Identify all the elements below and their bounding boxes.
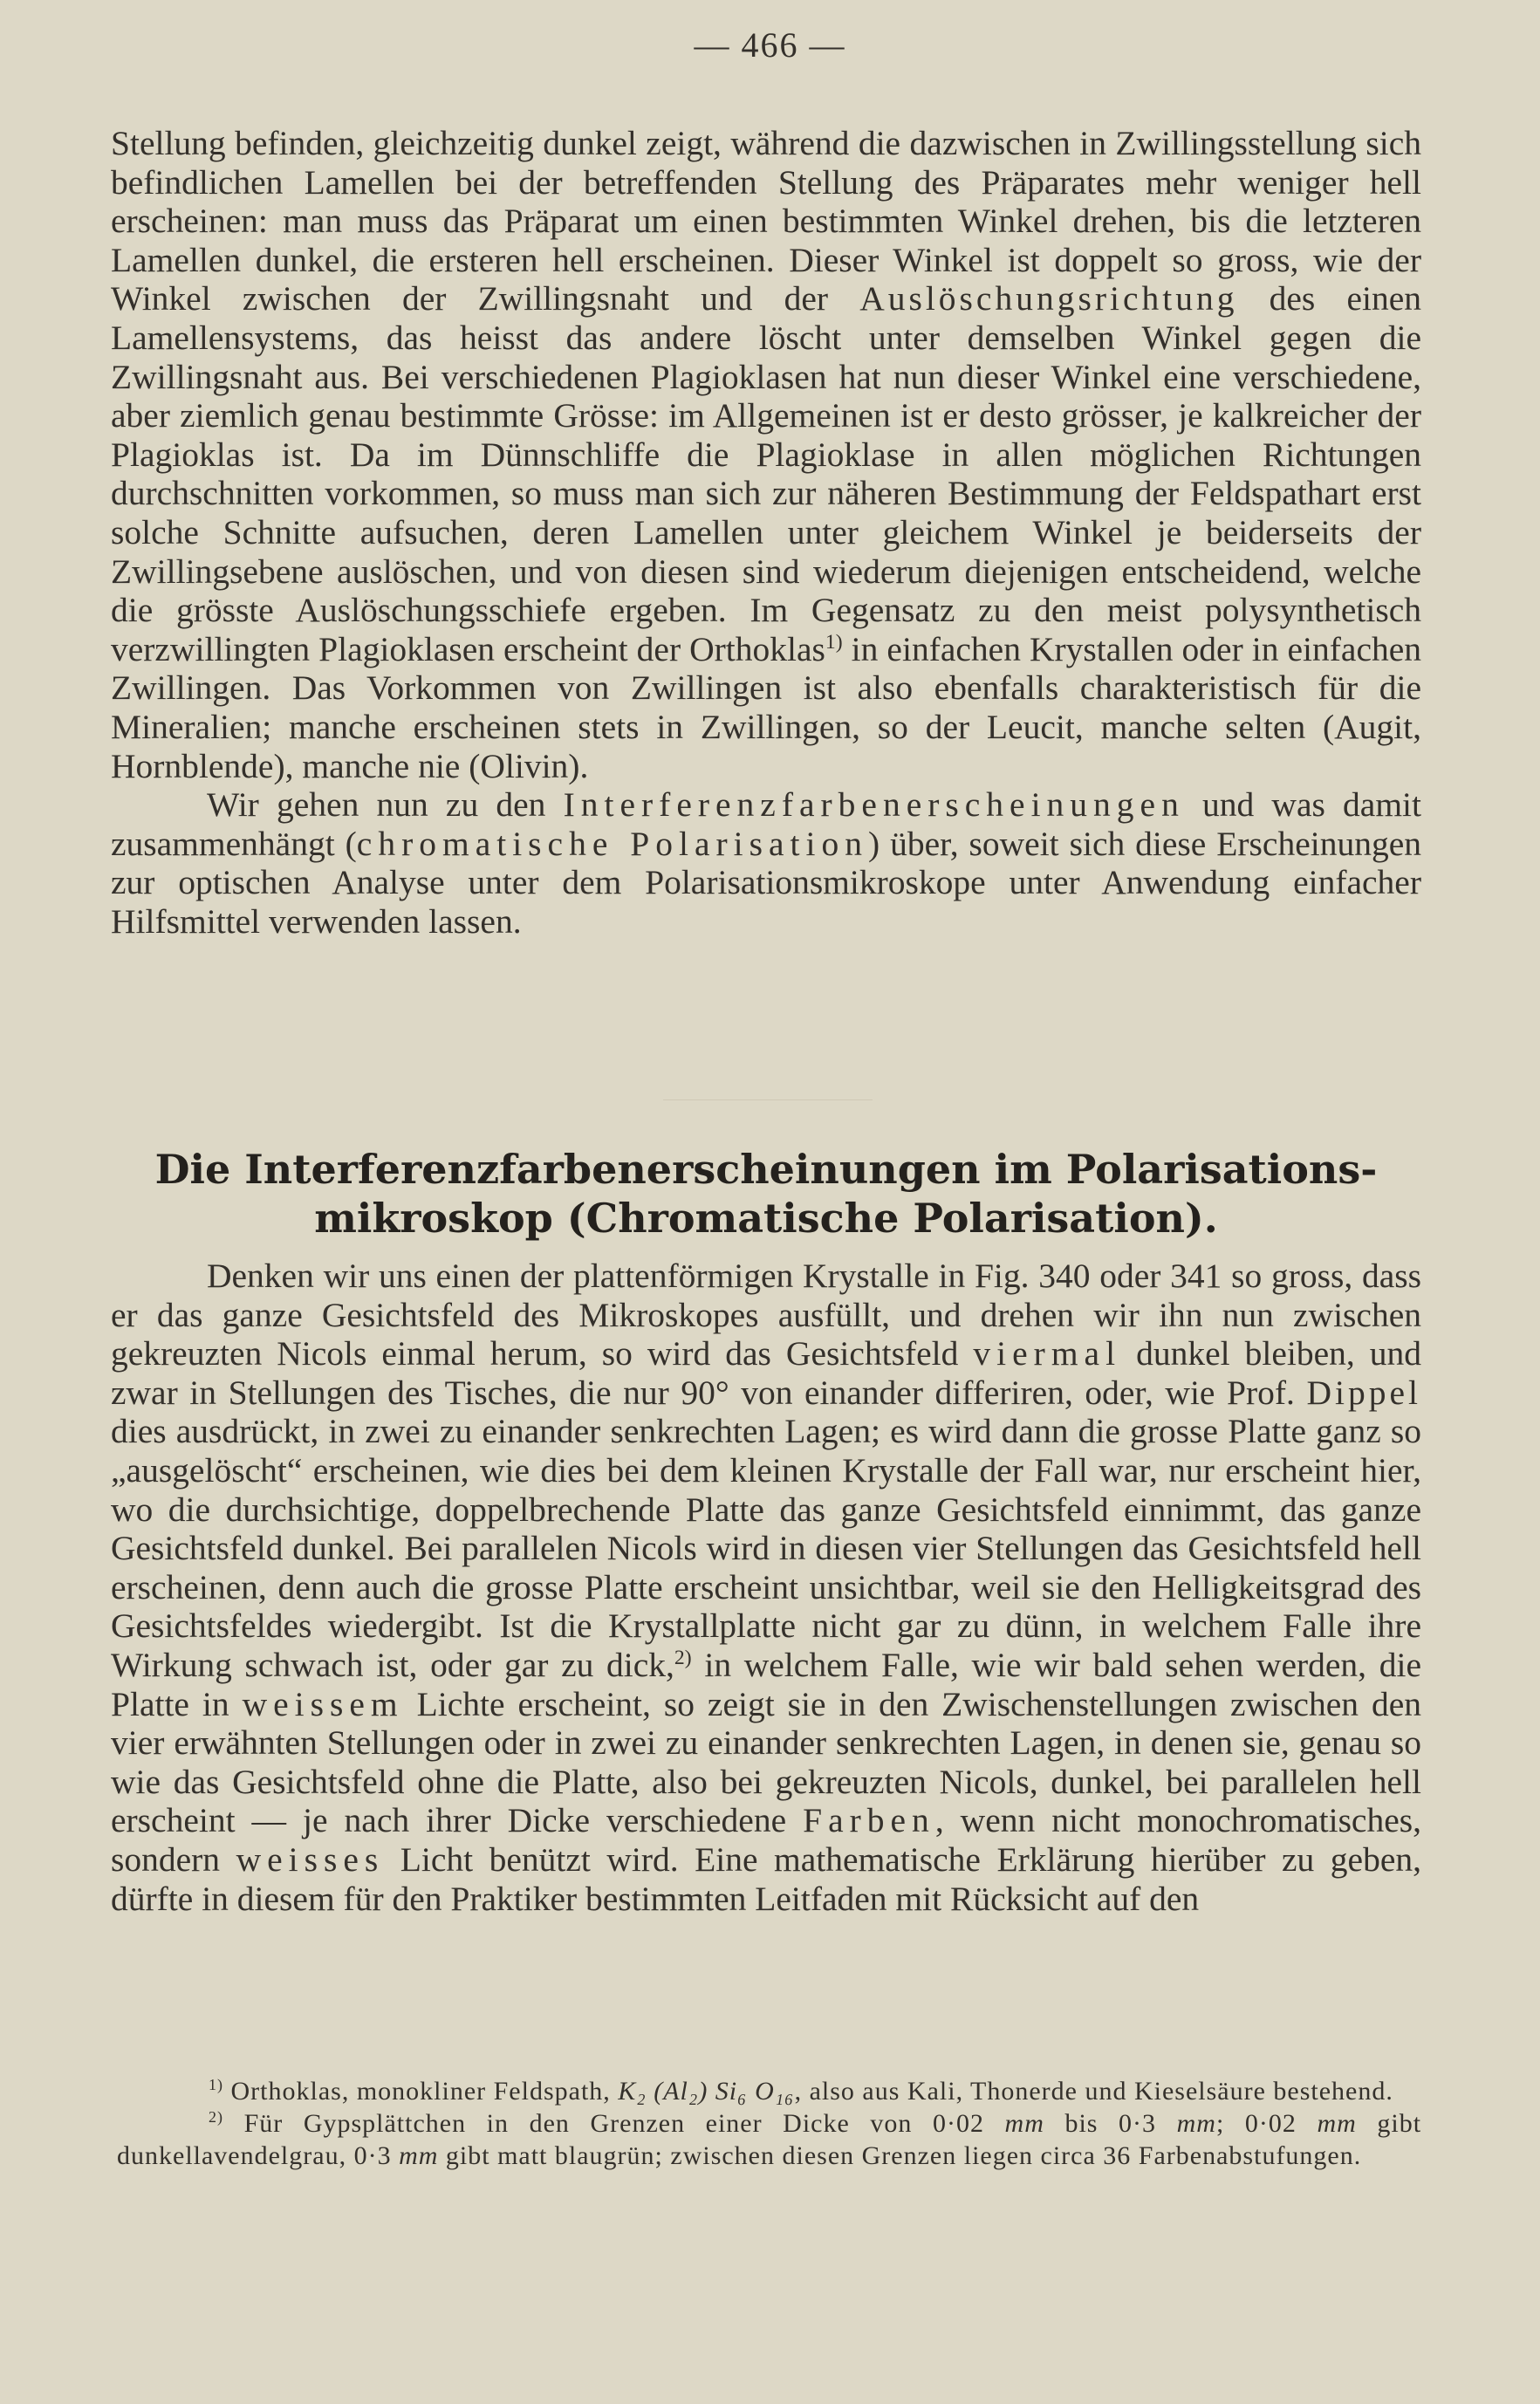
footnote-1: $^{1)}$ Orthoklas, monokliner Feldspath, K₂ (Al₂) Si₆ O₁₆, also aus Kali, Thonerde und Kieselsäure bestehend.: [209, 2076, 1393, 2106]
emphasis-spaced: chromatische Polarisation: [356, 824, 869, 863]
footnote-ref-1: 1): [825, 630, 843, 654]
paragraph-interference: Denken wir uns einen der plattenförmigen Krystalle in Fig. 340 oder 341 so gross, dass er das ganze Gesichtsfeld des Mikroskopes ausfüllt, und drehen wir ihn nun zwischen gekreuzten Nicols einmal herum, so wird das Gesichtsfeld viermal dunkel bleiben, und zwar in Stellungen des Tisches, die nur 90° von einander differiren, oder, wie Prof. Dippel dies ausdrückt, in zwei zu einander senkrechten Lagen; es wird dann die grosse Platte ganz so „ausgelöscht“ erscheinen, wie dies bei dem kleinen Krystalle der Fall war, nur erscheint hier, wo die durchsichtige, doppelbrechende Platte das ganze Gesichtsfeld einnimmt, das ganze Gesichtsfeld dunkel. Bei parallelen Nicols wird in diesen vier Stellungen das Gesichtsfeld hell erscheinen, denn auch die grosse Platte erscheint unsichtbar, weil sie den Helligkeitsgrad des Gesichtsfeldes wiedergibt. Ist die Krystallplatte nicht gar zu dünn, in welchem Falle ihre Wirkung schwach ist, oder gar zu dick,$^{2)}$ in welchem Falle, wie wir bald sehen werden, die Platte in weissem Lichte erscheint, so zeigt sie in den Zwischenstellungen zwischen den vier erwähnten Stellungen oder in zwei zu einander senkrechten Lagen, in denen sie, genau so wie das Gesichtsfeld ohne die Platte, also bei gekreuzten Nicols, dunkel, bei parallelen hell erscheint — je nach ihrer Dicke verschiedene Farben, wenn nicht monochromatisches, sondern weisses Licht benützt wird. Eine mathematische Erklärung hierüber zu geben, dürfte in diesem für den Praktiker bestimmten Leitfaden mit Rücksicht auf den: [111, 1257, 1421, 1918]
emphasis-spaced: Interferenzfarbenerscheinungen: [563, 785, 1185, 825]
page-number: — 466 —: [694, 25, 846, 65]
footnotes: [117, 2075, 1421, 2172]
emphasis-spaced: Farben: [803, 1801, 935, 1840]
section-heading: [111, 1145, 1421, 1243]
chemical-formula: K₂ (Al₂) Si₆ O₁₆: [618, 2077, 795, 2106]
text-block-bottom: [111, 1257, 1421, 1918]
paragraph-twinning: Stellung befinden, gleichzeitig dunkel zeigt, während die dazwischen in Zwillingsstellung sich befindlichen Lamellen bei der betreffenden Stellung des Präparates mehr weniger hell erscheinen: man muss das Präparat um einen bestimmten Winkel drehen, bis die letzteren Lamellen dunkel, die ersteren hell erscheinen. Dieser Winkel ist doppelt so gross, wie der Winkel zwischen der Zwillingsnaht und der Auslöschungsrichtung des einen Lamellensystems, das heisst das andere löscht unter demselben Winkel gegen die Zwillingsnaht aus. Bei verschiedenen Plagioklasen hat nun dieser Winkel eine verschiedene, aber ziemlich genau bestimmte Grösse: im Allgemeinen ist er desto grösser, je kalkreicher der Plagioklas ist. Da im Dünnschliffe die Plagioklase in allen möglichen Richtungen durchschnitten vorkommen, so muss man sich zur näheren Bestimmung der Feldspathart erst solche Schnitte aufsuchen, deren Lamellen unter gleichem Winkel je beiderseits der Zwillingsebene auslöschen, und von diesen sind wiederum diejenigen entscheidend, welche die grösste Auslöschungsschiefe ergeben. Im Gegensatz zu den meist polysynthetisch verzwillingten Plagioklasen erscheint der Orthoklas$^{1)}$ in einfachen Krystallen oder in einfachen Zwillingen. Das Vorkommen von Zwillingen ist also ebenfalls charakteristisch für die Mineralien; manche erscheinen stets in Zwillingen, so der Leucit, manche selten (Augit, Hornblende), manche nie (Olivin).: [111, 124, 1422, 785]
heading-line-2: mikroskop (Chromatische Polarisation).: [314, 1195, 1218, 1242]
emphasis-spaced: Dippel: [1306, 1373, 1421, 1412]
emphasis-spaced: weisses: [236, 1839, 385, 1879]
emphasis-spaced: viermal: [973, 1334, 1122, 1373]
heading-line-1: Die Interferenzfarbenerscheinungen im Polarisations-: [154, 1146, 1378, 1193]
text-block-top: [111, 124, 1421, 941]
paragraph-transition: Wir gehen nun zu den Interferenzfarbenerscheinungen und was damit zusammenhängt (chromatische Polarisation) über, soweit sich diese Erscheinungen zur optischen Analyse unter dem Polarisationsmikroskope unter Anwendung einfacher Hilfsmittel verwenden lassen.: [111, 785, 1421, 941]
footnote-2: $^{2)}$ Für Gypsplättchen in den Grenzen einer Dicke von 0·02 mm bis 0·3 mm; 0·02 mm gibt dunkellavendelgrau, 0·3 mm gibt matt blaugrün; zwischen diesen Grenzen liegen circa 36 Farbenabstufungen.: [117, 2108, 1422, 2170]
section-divider: [663, 1099, 873, 1100]
emphasis-spaced: Auslöschungsrichtung: [859, 279, 1238, 318]
footnote-ref-2: 2): [674, 1646, 692, 1669]
emphasis-spaced: weissem: [242, 1684, 404, 1723]
